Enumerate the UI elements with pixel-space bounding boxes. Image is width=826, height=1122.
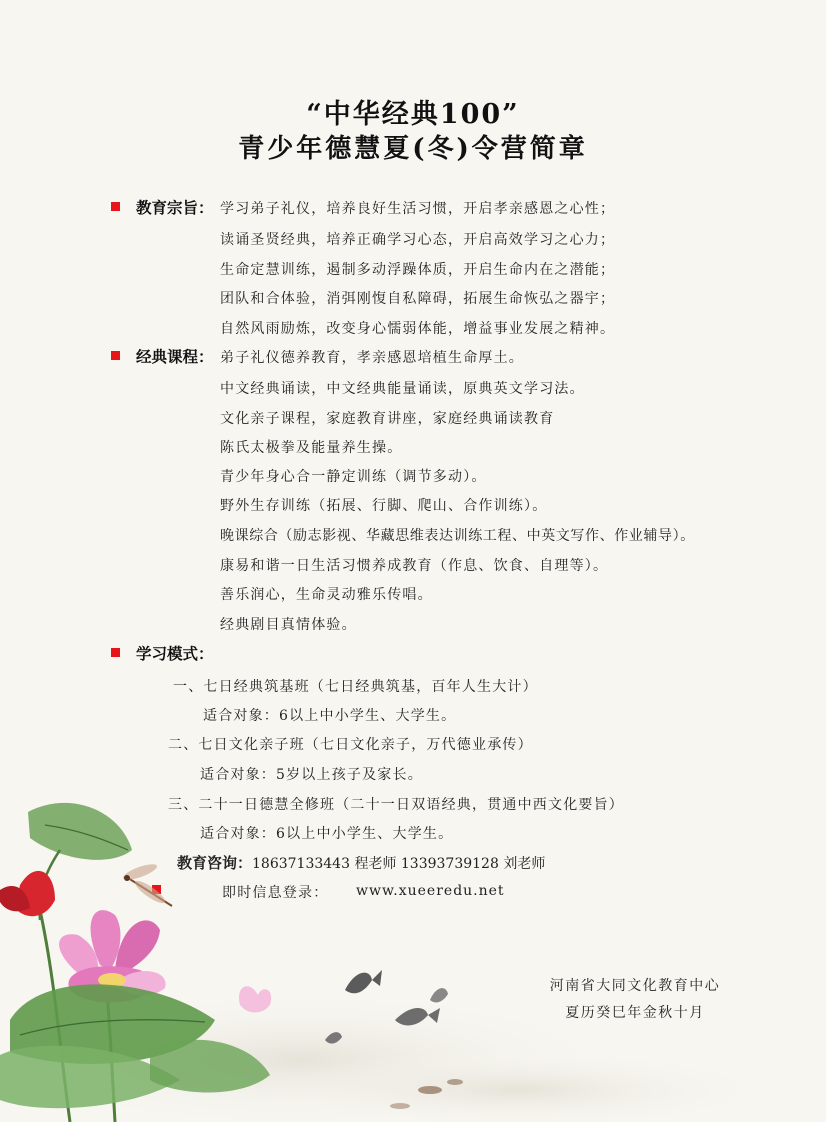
course-line: 青少年身心合一静定训练（调节多动）。 [220, 469, 487, 485]
aim-line: 读诵圣贤经典，培养正确学习心态，开启高效学习之心力； [220, 232, 616, 248]
aim-line: 生命定慧训练，遏制多动浮躁体质，开启生命内在之潜能； [220, 262, 616, 278]
aim-line: 团队和合体验，消弭刚愎自私障碍，拓展生命恢弘之器宇； [220, 291, 616, 307]
class-name: 二、七日文化亲子班（七日文化亲子，万代德业承传） [168, 737, 533, 753]
aim-line: 学习弟子礼仪，培养良好生活习惯，开启孝亲感恩之心性； [220, 201, 616, 217]
aim-label: 教育宗旨： [136, 198, 214, 217]
course-line: 中文经典诵读，中文经典能量诵读，原典英文学习法。 [220, 381, 585, 397]
class-name: 三、二十一日德慧全修班（二十一日双语经典，贯通中西文化要旨） [168, 797, 624, 813]
courses-label: 经典课程： [136, 347, 214, 366]
consult-phone: 18637133443 程老师 13393739128 刘老师 [252, 856, 546, 872]
mode-label: 学习模式： [136, 644, 214, 663]
aim-line: 自然风雨励炼，改变身心懦弱体能，增益事业发展之精神。 [220, 321, 616, 337]
course-line: 文化亲子课程，家庭教育讲座，家庭经典诵读教育 [220, 411, 555, 427]
lotus-icon [0, 871, 55, 916]
course-line: 晚课综合（励志影视、华藏思维表达训练工程、中英文写作、作业辅导）。 [220, 528, 695, 544]
class-name: 一、七日经典筑基班（七日经典筑基，百年人生大计） [173, 679, 538, 695]
online-label: 即时信息登录： [222, 885, 329, 901]
course-line: 经典剧目真情体验。 [220, 617, 357, 633]
class-target: 适合对象：5岁以上孩子及家长。 [200, 767, 423, 783]
course-line: 陈氏太极拳及能量养生操。 [220, 440, 403, 456]
class-target: 适合对象：6以上中小学生、大学生。 [203, 708, 457, 724]
consult-label: 教育咨询： [177, 854, 253, 872]
lotus-decoration [0, 790, 826, 1122]
lotus-icon [239, 986, 271, 1012]
course-line: 野外生存训练（拓展、行脚、爬山、合作训练）。 [220, 498, 548, 514]
org-name: 河南省大同文化教育中心 [549, 978, 721, 994]
lotus-leaf-icon [28, 803, 132, 860]
title-line-1: “中华经典100” [306, 99, 520, 130]
title-line-2: 青少年德慧夏(冬)令营简章 [238, 134, 588, 164]
course-line: 弟子礼仪德养教育，孝亲感恩培植生命厚土。 [220, 350, 524, 366]
bullet-marker [111, 202, 120, 211]
issue-date: 夏历癸巳年金秋十月 [565, 1005, 705, 1021]
course-line: 康易和谐一日生活习惯养成教育（作息、饮食、自理等）。 [220, 558, 609, 574]
bullet-marker [111, 351, 120, 360]
class-target: 适合对象：6以上中小学生、大学生。 [200, 826, 454, 842]
bullet-marker [111, 648, 120, 657]
website-url: www.xueeredu.net [356, 883, 505, 899]
dragonfly-icon [121, 861, 172, 906]
course-line: 善乐润心，生命灵动雅乐传唱。 [220, 587, 433, 603]
